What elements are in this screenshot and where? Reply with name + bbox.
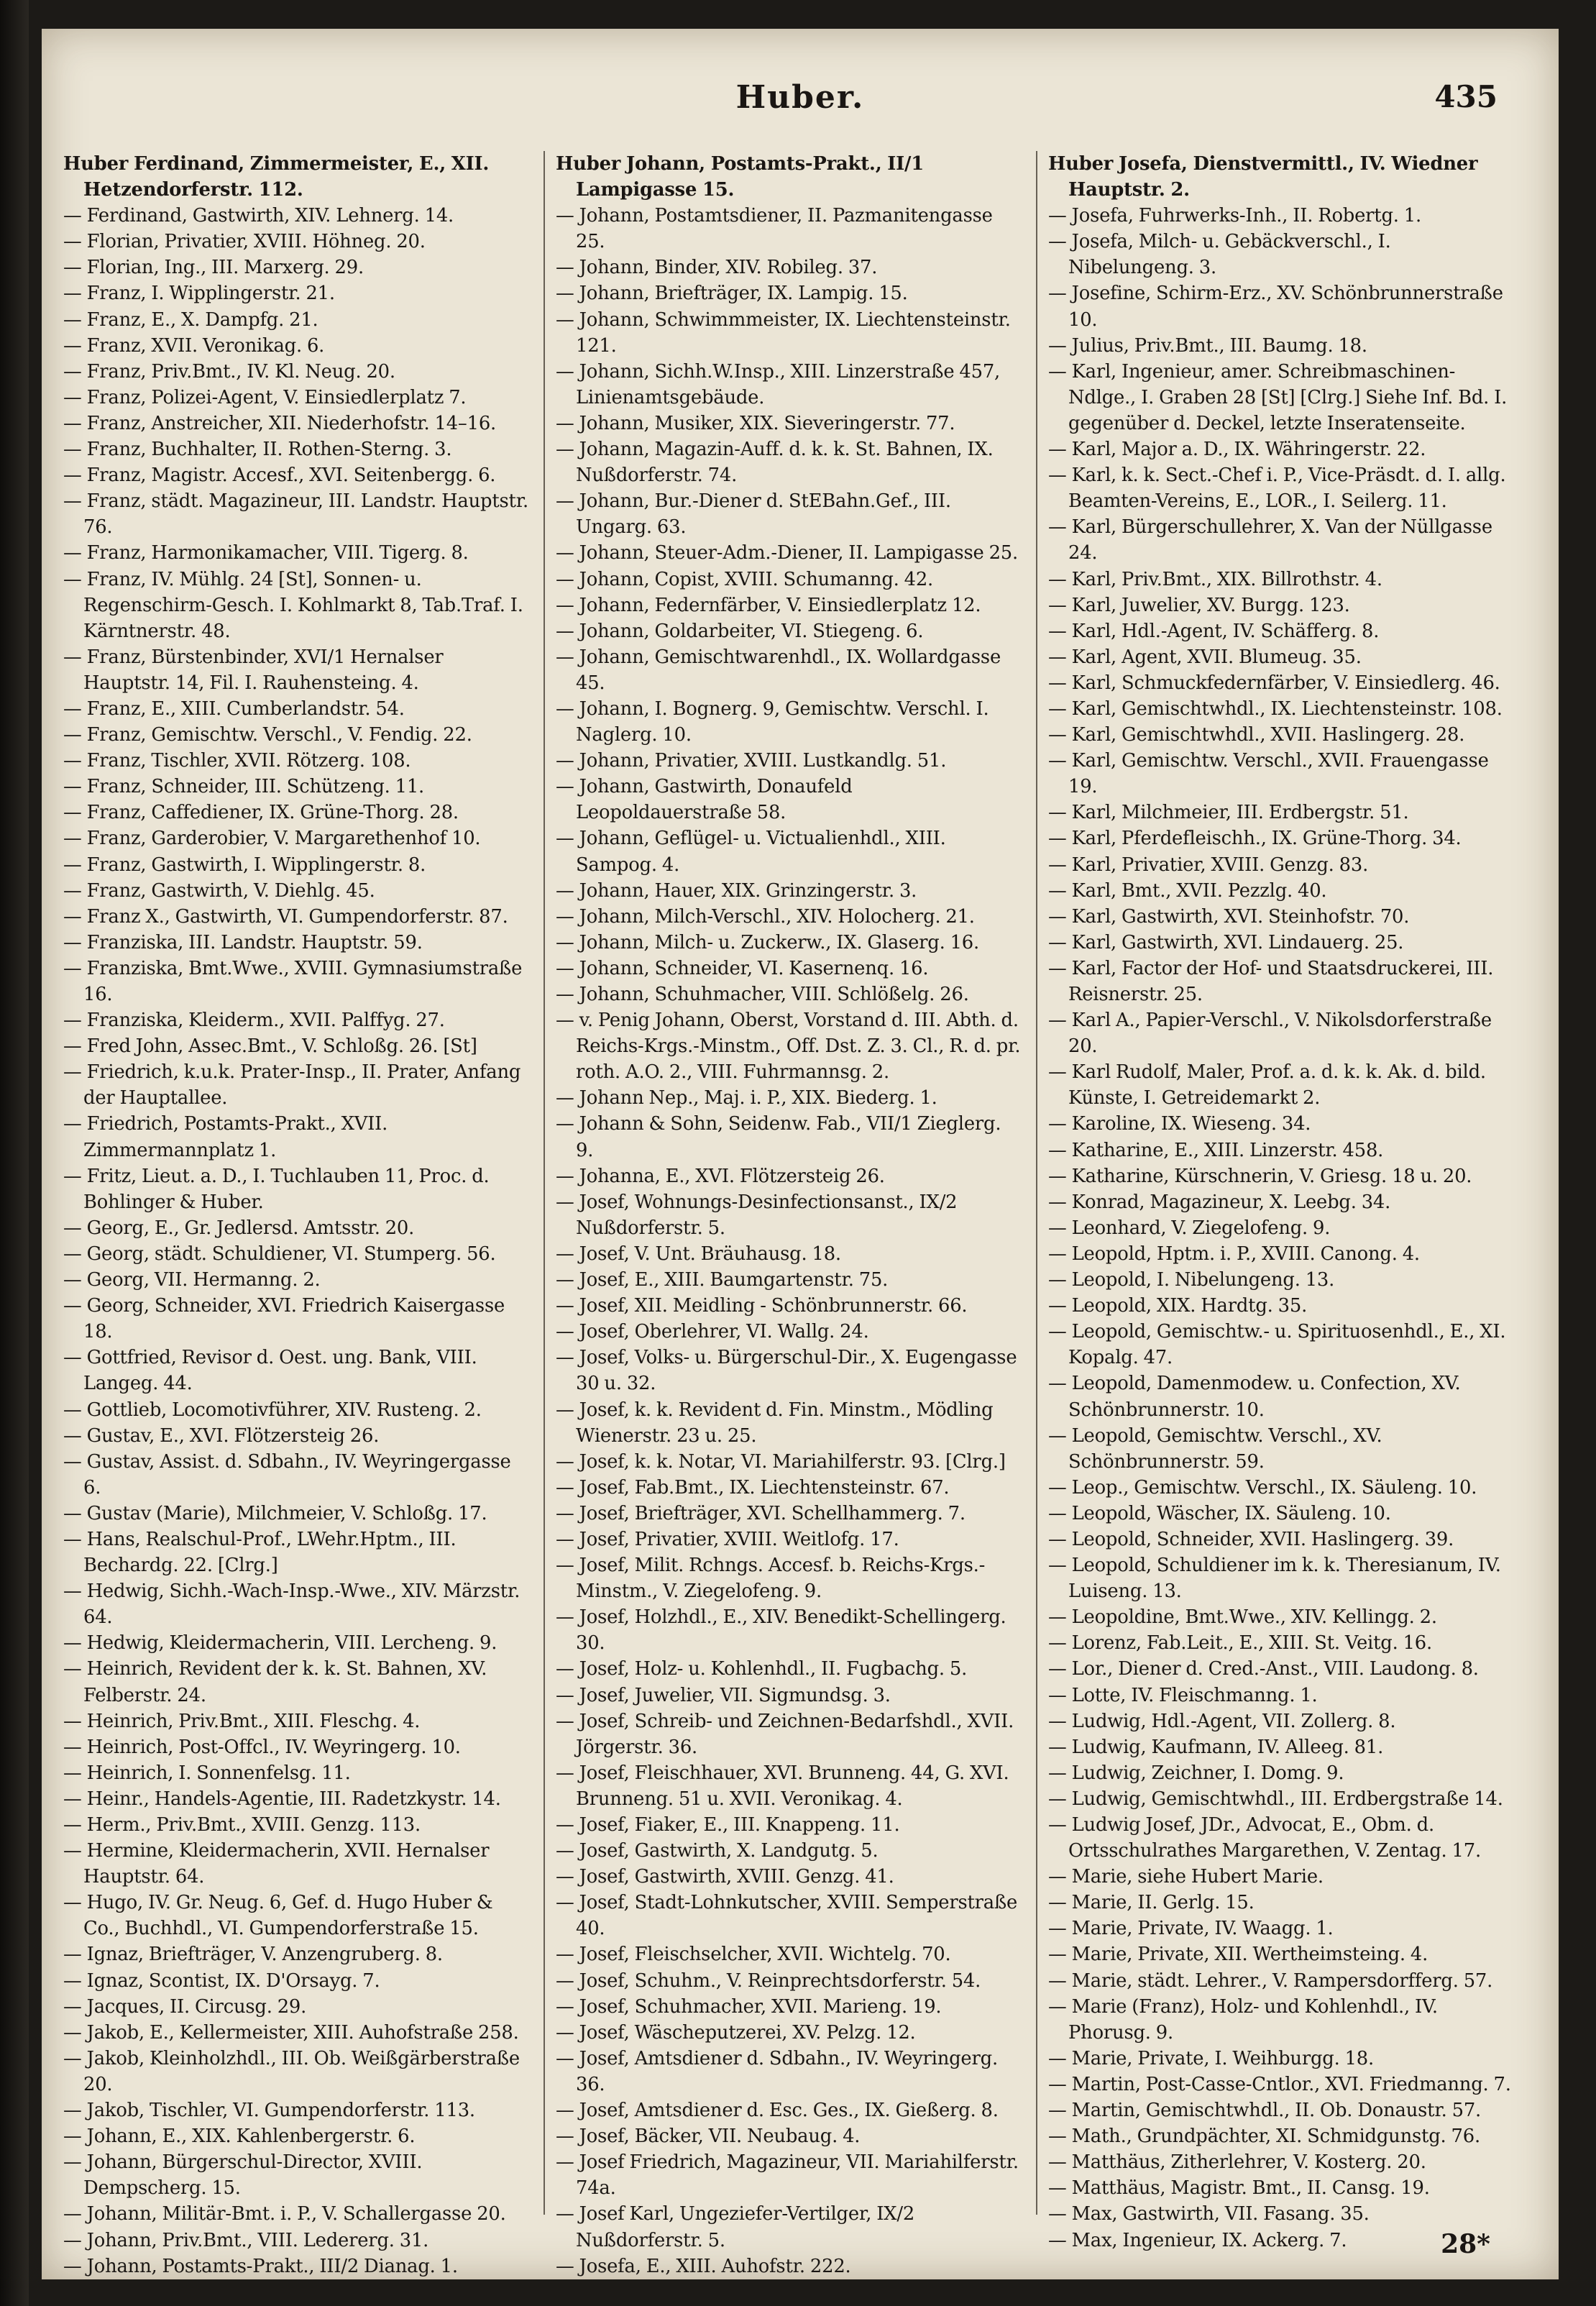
- directory-entry: — Matthäus, Magistr. Bmt., II. Cansg. 19.: [1048, 2177, 1430, 2200]
- directory-entry: — Franz, Anstreicher, XII. Niederhofstr. 14–16.: [63, 412, 497, 434]
- directory-entry: — Heinrich, I. Sonnenfelsg. 11.: [63, 1762, 351, 1784]
- directory-entry: — Josef, Wohnungs-Desinfectionsanst., IX/2 Nußdorferstr. 5.: [556, 1191, 958, 1239]
- directory-entry: — Leopold, Hptm. i. P., XVIII. Canong. 4.: [1048, 1243, 1420, 1265]
- directory-entry: Huber Johann, Postamts-Prakt., II/1 Lampigasse 15.: [556, 153, 924, 201]
- directory-entry: — Franz, Tischler, XVII. Rötzerg. 108.: [63, 750, 411, 772]
- directory-entry: — Jakob, Tischler, VI. Gumpendorferstr. 113.: [63, 2100, 475, 2122]
- directory-entry: — Math., Grundpächter, XI. Schmidgunstg. 76.: [1048, 2126, 1480, 2148]
- directory-columns: [63, 151, 1544, 2277]
- directory-entry: — Karl Rudolf, Maler, Prof. a. d. k. k. Ak. d. bild. Künste, I. Getreidemarkt 2.: [1048, 1061, 1486, 1109]
- directory-entry: — Jacques, II. Circusg. 29.: [63, 1995, 307, 2018]
- directory-entry: — Franziska, III. Landstr. Hauptstr. 59.: [63, 931, 423, 953]
- directory-entry: — Josef, Fab.Bmt., IX. Liechtensteinstr. 67.: [556, 1476, 950, 1499]
- directory-entry: — Josef, Schreib- und Zeichnen-Bedarfshdl., XVII. Jörgerstr. 36.: [556, 1710, 1014, 1758]
- directory-entry: — Marie, siehe Hubert Marie.: [1048, 1866, 1324, 1888]
- directory-entry: — Marie, Private, IV. Waagg. 1.: [1048, 1918, 1334, 1940]
- directory-entry: — Ludwig, Zeichner, I. Domg. 9.: [1048, 1762, 1344, 1784]
- directory-entry: — Leopold, Gemischtw.- u. Spirituosenhdl., E., XI. Kopalg. 47.: [1048, 1321, 1506, 1369]
- directory-entry: — Josef, Milit. Rchngs. Accesf. b. Reichs-Krgs.-Minstm., V. Ziegelofeng. 9.: [556, 1555, 986, 1603]
- directory-entry: — Johann, Bürgerschul-Director, XVIII. Dempscherg. 15.: [63, 2151, 423, 2200]
- directory-entry: — Franziska, Bmt.Wwe., XVIII. Gymnasiumstraße 16.: [63, 957, 523, 1005]
- directory-entry: — Ferdinand, Gastwirth, XIV. Lehnerg. 14.: [63, 205, 454, 227]
- directory-entry: — Heinrich, Priv.Bmt., XIII. Fleschg. 4.: [63, 1710, 421, 1732]
- scan-edge: [0, 0, 29, 2306]
- directory-entry: — Georg, Schneider, XVI. Friedrich Kaisergasse 18.: [63, 1295, 505, 1343]
- directory-entry: — Josef, Holzhdl., E., XIV. Benedikt-Schellingerg. 30.: [556, 1606, 1006, 1655]
- directory-entry: — Fritz, Lieut. a. D., I. Tuchlauben 11, Proc. d. Bohlinger & Huber.: [63, 1165, 490, 1213]
- directory-entry: — Jakob, Kleinholzhdl., III. Ob. Weißgärberstraße 20.: [63, 2047, 520, 2095]
- directory-entry: — Karl, Bürgerschullehrer, X. Van der Nüllgasse 24.: [1048, 516, 1492, 564]
- directory-entry: — Ignaz, Scontist, IX. D'Orsayg. 7.: [63, 1969, 380, 1992]
- column-1: [63, 151, 531, 2277]
- directory-entry: — Franz, XVII. Veronikag. 6.: [63, 334, 325, 357]
- directory-entry: — Josef Friedrich, Magazineur, VII. Mariahilferstr. 74a.: [556, 2151, 1019, 2200]
- directory-entry: — Karl, Gemischtwhdl., XVII. Haslingerg. 28.: [1048, 724, 1465, 746]
- directory-entry: — Marie, Private, I. Weihburgg. 18.: [1048, 2047, 1375, 2069]
- directory-page: [42, 29, 1559, 2279]
- directory-entry: — Karl, k. k. Sect.-Chef i. P., Vice-Präsdt. d. I. allg. Beamten-Vereins, E., LOR., I. Seilerg. 11.: [1048, 465, 1506, 513]
- directory-entry: — Josef, Schuhm., V. Reinprechtsdorferstr. 54.: [556, 1969, 981, 1992]
- directory-entry: — Franz, Gemischtw. Verschl., V. Fendig. 22.: [63, 724, 472, 746]
- directory-entry: — Ludwig, Kaufmann, IV. Alleeg. 81.: [1048, 1736, 1384, 1758]
- directory-entry: — Josef, Privatier, XVIII. Weitlofg. 17.: [556, 1528, 899, 1550]
- directory-entry: — Josef, Fleischhauer, XVI. Brunneng. 44, G. XVI. Brunneng. 51 u. XVII. Veronikag. 4.: [556, 1762, 1009, 1810]
- directory-entry: — Franziska, Kleiderm., XVII. Palffyg. 27.: [63, 1010, 445, 1032]
- directory-entry: — Lorenz, Fab.Leit., E., XIII. St. Veitg. 16.: [1048, 1632, 1433, 1655]
- column-2: [556, 151, 1023, 2277]
- directory-entry: — Josef Karl, Ungeziefer-Vertilger, IX/2 Nußdorferstr. 5.: [556, 2203, 915, 2251]
- directory-entry: — Leopoldine, Bmt.Wwe., XIV. Kellingg. 2.: [1048, 1606, 1437, 1629]
- directory-entry: Huber Ferdinand, Zimmermeister, E., XII. Hetzendorferstr. 112.: [63, 153, 490, 201]
- directory-entry: — Lotte, IV. Fleischmanng. 1.: [1048, 1684, 1318, 1706]
- directory-entry: — Gottfried, Revisor d. Oest. ung. Bank, VIII. Langeg. 44.: [63, 1347, 477, 1395]
- directory-entry: — Johann, Geflügel- u. Victualienhdl., XIII. Sampog. 4.: [556, 828, 946, 876]
- directory-entry: — Ludwig Josef, JDr., Advocat, E., Obm. d. Ortsschulrathes Margarethen, V. Zentag. 17.: [1048, 1814, 1481, 1862]
- directory-entry: — Johann, Privatier, XVIII. Lustkandlg. 51.: [556, 750, 947, 772]
- directory-entry: — Marie, städt. Lehrer., V. Rampersdorfferg. 57.: [1048, 1969, 1493, 1992]
- directory-entry: — Josef, Fiaker, E., III. Knappeng. 11.: [556, 1814, 900, 1836]
- directory-entry: — Franz, Gastwirth, V. Diehlg. 45.: [63, 879, 375, 902]
- directory-entry: — Georg, E., Gr. Jedlersd. Amtsstr. 20.: [63, 1217, 415, 1239]
- directory-entry: — Karl A., Papier-Verschl., V. Nikolsdorferstraße 20.: [1048, 1010, 1492, 1058]
- directory-entry: — Josef, Fleischselcher, XVII. Wichtelg. 70.: [556, 1944, 951, 1966]
- directory-entry: — Heinrich, Post-Offcl., IV. Weyringerg. 10.: [63, 1736, 461, 1758]
- directory-entry: — Johann, Schwimmmeister, IX. Liechtensteinstr. 121.: [556, 308, 1011, 357]
- directory-entry: — Josef, Oberlehrer, VI. Wallg. 24.: [556, 1321, 869, 1343]
- directory-entry: — Josef, Holz- u. Kohlenhdl., II. Fugbachg. 5.: [556, 1658, 968, 1680]
- directory-entry: — Karl, Pferdefleischh., IX. Grüne-Thorg. 34.: [1048, 828, 1462, 850]
- directory-entry: — Josefa, Fuhrwerks-Inh., II. Robertg. 1.: [1048, 205, 1421, 227]
- directory-entry: — Johann, Postamts-Prakt., III/2 Dianag. 1.: [63, 2255, 458, 2277]
- directory-entry: — Gustav, E., XVI. Flötzersteig 26.: [63, 1424, 380, 1447]
- directory-entry: — Josef, Briefträger, XVI. Schellhammerg. 7.: [556, 1502, 966, 1524]
- directory-entry: — Julius, Priv.Bmt., III. Baumg. 18.: [1048, 334, 1367, 357]
- directory-entry: — Josef, Juwelier, VII. Sigmundsg. 3.: [556, 1684, 891, 1706]
- directory-entry: — Josef, Schuhmacher, XVII. Marieng. 19.: [556, 1995, 942, 2018]
- directory-entry: — Josef, Amtsdiener d. Sdbahn., IV. Weyringerg. 36.: [556, 2047, 998, 2095]
- directory-entry: — Gustav (Marie), Milchmeier, V. Schloßg. 17.: [63, 1502, 487, 1524]
- directory-entry: — Marie (Franz), Holz- und Kohlenhdl., IV. Phorusg. 9.: [1048, 1995, 1438, 2044]
- directory-entry: — Karl, Ingenieur, amer. Schreibmaschinen-Ndlge., I. Graben 28 [St] [Clrg.] Siehe Inf. Bd. I. gegenüber d. Deckel, letzte Inseratenseite.: [1048, 360, 1508, 434]
- directory-entry: — Karl, Hdl.-Agent, IV. Schäfferg. 8.: [1048, 620, 1380, 642]
- directory-entry: — Johann Nep., Maj. i. P., XIX. Biederg. 1.: [556, 1087, 937, 1109]
- directory-entry: — Marie, II. Gerlg. 15.: [1048, 1892, 1255, 1914]
- directory-entry: — Johann, Milch- u. Zuckerw., IX. Glaserg. 16.: [556, 931, 980, 953]
- directory-entry: — Max, Ingenieur, IX. Ackerg. 7.: [1048, 2229, 1347, 2251]
- directory-entry: — Johann, Postamtsdiener, II. Pazmanitengasse 25.: [556, 205, 993, 253]
- directory-entry: — Johanna, E., XVI. Flötzersteig 26.: [556, 1165, 885, 1187]
- directory-entry: — Josef, V. Unt. Bräuhausg. 18.: [556, 1243, 841, 1265]
- directory-entry: — Johann, Milch-Verschl., XIV. Holocherg. 21.: [556, 905, 975, 928]
- directory-entry: — Karl, Privatier, XVIII. Genzg. 83.: [1048, 854, 1369, 876]
- directory-entry: — Hermine, Kleidermacherin, XVII. Hernalser Hauptstr. 64.: [63, 1840, 490, 1888]
- directory-entry: — Gustav, Assist. d. Sdbahn., IV. Weyringergasse 6.: [63, 1450, 511, 1499]
- directory-entry: — Leopold, Wäscher, IX. Säuleng. 10.: [1048, 1502, 1391, 1524]
- directory-entry: — Franz X., Gastwirth, VI. Gumpendorferstr. 87.: [63, 905, 508, 928]
- directory-entry: — Karl, Gemischtw. Verschl., XVII. Frauengasse 19.: [1048, 750, 1489, 798]
- signature-mark: 28*: [1441, 2229, 1490, 2259]
- directory-entry: — Karl, Gastwirth, XVI. Steinhofstr. 70.: [1048, 905, 1410, 928]
- directory-entry: — Karl, Milchmeier, III. Erdbergstr. 51.: [1048, 802, 1409, 824]
- directory-entry: — Josef, Volks- u. Bürgerschul-Dir., X. Eugengasse 30 u. 32.: [556, 1347, 1017, 1395]
- directory-entry: — Johann, Militär-Bmt. i. P., V. Schallergasse 20.: [63, 2203, 506, 2225]
- directory-entry: — Karl, Bmt., XVII. Pezzlg. 40.: [1048, 879, 1327, 902]
- directory-entry: — Jakob, E., Kellermeister, XIII. Auhofstraße 258.: [63, 2021, 519, 2044]
- directory-entry: — Johann, Hauer, XIX. Grinzingerstr. 3.: [556, 879, 917, 902]
- directory-entry: — Johann, Musiker, XIX. Sieveringerstr. 77.: [556, 412, 955, 434]
- directory-entry: — Johann, Steuer-Adm.-Diener, II. Lampigasse 25.: [556, 542, 1019, 564]
- directory-entry: — Josef, XII. Meidling - Schönbrunnerstr. 66.: [556, 1295, 968, 1317]
- directory-entry: — Johann, I. Bognerg. 9, Gemischtw. Verschl. I. Naglerg. 10.: [556, 697, 989, 746]
- directory-entry: — Josefa, E., XIII. Auhofstr. 222.: [556, 2255, 851, 2277]
- directory-entry: — Johann, Goldarbeiter, VI. Stiegeng. 6.: [556, 620, 924, 642]
- directory-entry: — Johann, Binder, XIV. Robileg. 37.: [556, 257, 878, 279]
- directory-entry: — Johann, Schneider, VI. Kasernenq. 16.: [556, 957, 929, 979]
- directory-entry: — Leopold, XIX. Hardtg. 35.: [1048, 1295, 1308, 1317]
- directory-entry: — Franz, Schneider, III. Schützeng. 11.: [63, 776, 425, 798]
- directory-entry: — Johann, Federnfärber, V. Einsiedlerplatz 12.: [556, 594, 981, 616]
- directory-entry: — Josefa, Milch- u. Gebäckverschl., I. Nibelungeng. 3.: [1048, 231, 1391, 279]
- directory-entry: — Leopold, Schneider, XVII. Haslingerg. 39.: [1048, 1528, 1454, 1550]
- directory-entry: — Herm., Priv.Bmt., XVIII. Genzg. 113.: [63, 1814, 421, 1836]
- directory-entry: — Hedwig, Sichh.-Wach-Insp.-Wwe., XIV. Märzstr. 64.: [63, 1580, 520, 1629]
- directory-entry: — Josef, Amtsdiener d. Esc. Ges., IX. Gießerg. 8.: [556, 2100, 999, 2122]
- directory-entry: — Heinrich, Revident der k. k. St. Bahnen, XV. Felberstr. 24.: [63, 1658, 487, 1706]
- directory-entry: — Johann, Gastwirth, Donaufeld Leopoldauerstraße 58.: [556, 776, 853, 824]
- directory-entry: — Franz, Polizei-Agent, V. Einsiedlerplatz 7.: [63, 386, 467, 408]
- directory-entry: — Johann, Priv.Bmt., VIII. Ledererg. 31.: [63, 2229, 429, 2251]
- directory-entry: — Josef, Wäscheputzerei, XV. Pelzg. 12.: [556, 2021, 916, 2044]
- directory-entry: — Leopold, Schuldiener im k. k. Theresianum, IV. Luiseng. 13.: [1048, 1555, 1501, 1603]
- directory-entry: — Johann, E., XIX. Kahlenbergerstr. 6.: [63, 2126, 416, 2148]
- directory-entry: — Katharine, Kürschnerin, V. Griesg. 18 u. 20.: [1048, 1165, 1472, 1187]
- column-3: [1048, 151, 1515, 2251]
- directory-entry: — Marie, Private, XII. Wertheimsteing. 4.: [1048, 1944, 1428, 1966]
- directory-entry: — Max, Gastwirth, VII. Fasang. 35.: [1048, 2203, 1370, 2225]
- directory-entry: — Josef, Gastwirth, XVIII. Genzg. 41.: [556, 1866, 894, 1888]
- directory-entry: — Franz, Garderobier, V. Margarethenhof 10.: [63, 828, 481, 850]
- directory-entry: — Franz, städt. Magazineur, III. Landstr. Hauptstr. 76.: [63, 490, 528, 539]
- page-header: [42, 79, 1559, 144]
- directory-entry: — Ludwig, Hdl.-Agent, VII. Zollerg. 8.: [1048, 1710, 1396, 1732]
- directory-entry: — Franz, Gastwirth, I. Wipplingerstr. 8.: [63, 854, 426, 876]
- column-divider: [544, 151, 545, 2215]
- directory-entry: — Gottlieb, Locomotivführer, XIV. Rusteng. 2.: [63, 1399, 482, 1421]
- directory-entry: — Karl, Priv.Bmt., XIX. Billrothstr. 4.: [1048, 568, 1382, 590]
- directory-entry: — Johann, Schuhmacher, VIII. Schlößelg. 26.: [556, 984, 969, 1005]
- running-title: Huber.: [735, 79, 865, 116]
- directory-entry: — Franz, I. Wipplingerstr. 21.: [63, 283, 335, 305]
- directory-entry: — Franz, Magistr. Accesf., XVI. Seitenbergg. 6.: [63, 465, 496, 487]
- directory-entry: — Martin, Post-Casse-Cntlor., XVI. Friedmanng. 7.: [1048, 2073, 1511, 2095]
- directory-entry: — Friedrich, Postamts-Prakt., XVII. Zimmermannplatz 1.: [63, 1113, 388, 1161]
- directory-entry: — Franz, Buchhalter, II. Rothen-Sterng. 3.: [63, 439, 452, 461]
- directory-entry: — Florian, Ing., III. Marxerg. 29.: [63, 257, 364, 279]
- directory-entry: — Karl, Factor der Hof- und Staatsdruckerei, III. Reisnerstr. 25.: [1048, 957, 1494, 1005]
- column-divider: [1036, 151, 1037, 2215]
- directory-entry: — Georg, städt. Schuldiener, VI. Stumperg. 56.: [63, 1243, 496, 1265]
- directory-entry: — Konrad, Magazineur, X. Leebg. 34.: [1048, 1191, 1391, 1213]
- directory-entry: — Josef, k. k. Revident d. Fin. Minstm., Mödling Wienerstr. 23 u. 25.: [556, 1399, 994, 1447]
- directory-entry: — Georg, VII. Hermanng. 2.: [63, 1269, 321, 1291]
- directory-entry: — Johann, Bur.-Diener d. StEBahn.Gef., III. Ungarg. 63.: [556, 490, 951, 539]
- directory-entry: — Leop., Gemischtw. Verschl., IX. Säuleng. 10.: [1048, 1476, 1477, 1499]
- directory-entry: — Karl, Gastwirth, XVI. Lindauerg. 25.: [1048, 931, 1404, 953]
- directory-entry: — Johann, Magazin-Auff. d. k. k. St. Bahnen, IX. Nußdorferstr. 74.: [556, 439, 994, 487]
- directory-entry: — Josef, E., XIII. Baumgartenstr. 75.: [556, 1269, 889, 1291]
- directory-entry: — Ludwig, Gemischtwhdl., III. Erdbergstraße 14.: [1048, 1788, 1503, 1810]
- directory-entry: — Hugo, IV. Gr. Neug. 6, Gef. d. Hugo Huber & Co., Buchhdl., VI. Gumpendorferstraße 15.: [63, 1892, 493, 1940]
- directory-entry: — Karl, Juwelier, XV. Burgg. 123.: [1048, 594, 1350, 616]
- directory-entry: — Josefine, Schirm-Erz., XV. Schönbrunnerstraße 10.: [1048, 283, 1503, 331]
- directory-entry: — Karoline, IX. Wieseng. 34.: [1048, 1113, 1311, 1135]
- directory-entry: — v. Penig Johann, Oberst, Vorstand d. III. Abth. d. Reichs-Krgs.-Minstm., Off. Dst. Z. 3. Cl., R. d. pr. roth. A.O. 2., VIII. Fuhrmannsg. 2.: [556, 1010, 1021, 1084]
- directory-entry: — Friedrich, k.u.k. Prater-Insp., II. Prater, Anfang der Hauptallee.: [63, 1061, 521, 1109]
- directory-entry: — Leopold, Damenmodew. u. Confection, XV. Schönbrunnerstr. 10.: [1048, 1373, 1461, 1421]
- directory-entry: — Katharine, E., XIII. Linzerstr. 458.: [1048, 1139, 1384, 1161]
- page-number: 435: [1434, 79, 1498, 114]
- directory-entry: — Josef, k. k. Notar, VI. Mariahilferstr. 93. [Clrg.]: [556, 1450, 1006, 1473]
- directory-entry: — Franz, IV. Mühlg. 24 [St], Sonnen- u. Regenschirm-Gesch. I. Kohlmarkt 8, Tab.Traf. I. Kärntnerstr. 48.: [63, 568, 523, 642]
- directory-entry: — Matthäus, Zitherlehrer, V. Kosterg. 20.: [1048, 2151, 1426, 2174]
- directory-entry: — Ignaz, Briefträger, V. Anzengruberg. 8.: [63, 1944, 443, 1966]
- directory-entry: — Karl, Schmuckfedernfärber, V. Einsiedlerg. 46.: [1048, 672, 1500, 694]
- directory-entry: — Franz, Priv.Bmt., IV. Kl. Neug. 20.: [63, 360, 395, 383]
- directory-entry: — Franz, Bürstenbinder, XVI/1 Hernalser Hauptstr. 14, Fil. I. Rauhensteing. 4.: [63, 646, 444, 694]
- directory-entry: — Leopold, Gemischtw. Verschl., XV. Schönbrunnerstr. 59.: [1048, 1424, 1382, 1473]
- directory-entry: — Johann, Briefträger, IX. Lampig. 15.: [556, 283, 908, 305]
- directory-entry: — Franz, E., XIII. Cumberlandstr. 54.: [63, 697, 405, 720]
- directory-entry: — Fred John, Assec.Bmt., V. Schloßg. 26. [St]: [63, 1035, 477, 1058]
- directory-entry: — Karl, Gemischtwhdl., IX. Liechtensteinstr. 108.: [1048, 697, 1503, 720]
- directory-entry: — Josef, Gastwirth, X. Landgutg. 5.: [556, 1840, 879, 1862]
- directory-entry: — Franz, E., X. Dampfg. 21.: [63, 308, 318, 331]
- directory-entry: — Lor., Diener d. Cred.-Anst., VIII. Laudong. 8.: [1048, 1658, 1479, 1680]
- directory-entry: — Hedwig, Kleidermacherin, VIII. Lercheng. 9.: [63, 1632, 497, 1655]
- directory-entry: — Johann, Sichh.W.Insp., XIII. Linzerstraße 457, Linienamtsgebäude.: [556, 360, 1001, 408]
- directory-entry: — Heinr., Handels-Agentie, III. Radetzkystr. 14.: [63, 1788, 501, 1810]
- directory-entry: — Leopold, I. Nibelungeng. 13.: [1048, 1269, 1335, 1291]
- directory-entry: — Hans, Realschul-Prof., LWehr.Hptm., III. Bechardg. 22. [Clrg.]: [63, 1528, 457, 1577]
- directory-entry: — Josef, Bäcker, VII. Neubaug. 4.: [556, 2126, 861, 2148]
- directory-entry: — Karl, Major a. D., IX. Währingerstr. 22.: [1048, 439, 1426, 461]
- directory-entry: — Florian, Privatier, XVIII. Höhneg. 20.: [63, 231, 426, 253]
- directory-entry: — Karl, Agent, XVII. Blumeug. 35.: [1048, 646, 1362, 668]
- directory-entry: — Franz, Caffediener, IX. Grüne-Thorg. 28.: [63, 802, 459, 824]
- directory-entry: — Leonhard, V. Ziegelofeng. 9.: [1048, 1217, 1331, 1239]
- directory-entry: — Johann & Sohn, Seidenw. Fab., VII/1 Zieglerg. 9.: [556, 1113, 1001, 1161]
- directory-entry: — Johann, Gemischtwarenhdl., IX. Wollardgasse 45.: [556, 646, 1001, 694]
- directory-entry: — Johann, Copist, XVIII. Schumanng. 42.: [556, 568, 934, 590]
- directory-entry: — Franz, Harmonikamacher, VIII. Tigerg. 8.: [63, 542, 469, 564]
- directory-entry: — Josef, Stadt-Lohnkutscher, XVIII. Semperstraße 40.: [556, 1892, 1018, 1940]
- directory-entry: Huber Josefa, Dienstvermittl., IV. Wiedner Hauptstr. 2.: [1048, 153, 1478, 201]
- directory-entry: — Martin, Gemischtwhdl., II. Ob. Donaustr. 57.: [1048, 2100, 1482, 2122]
